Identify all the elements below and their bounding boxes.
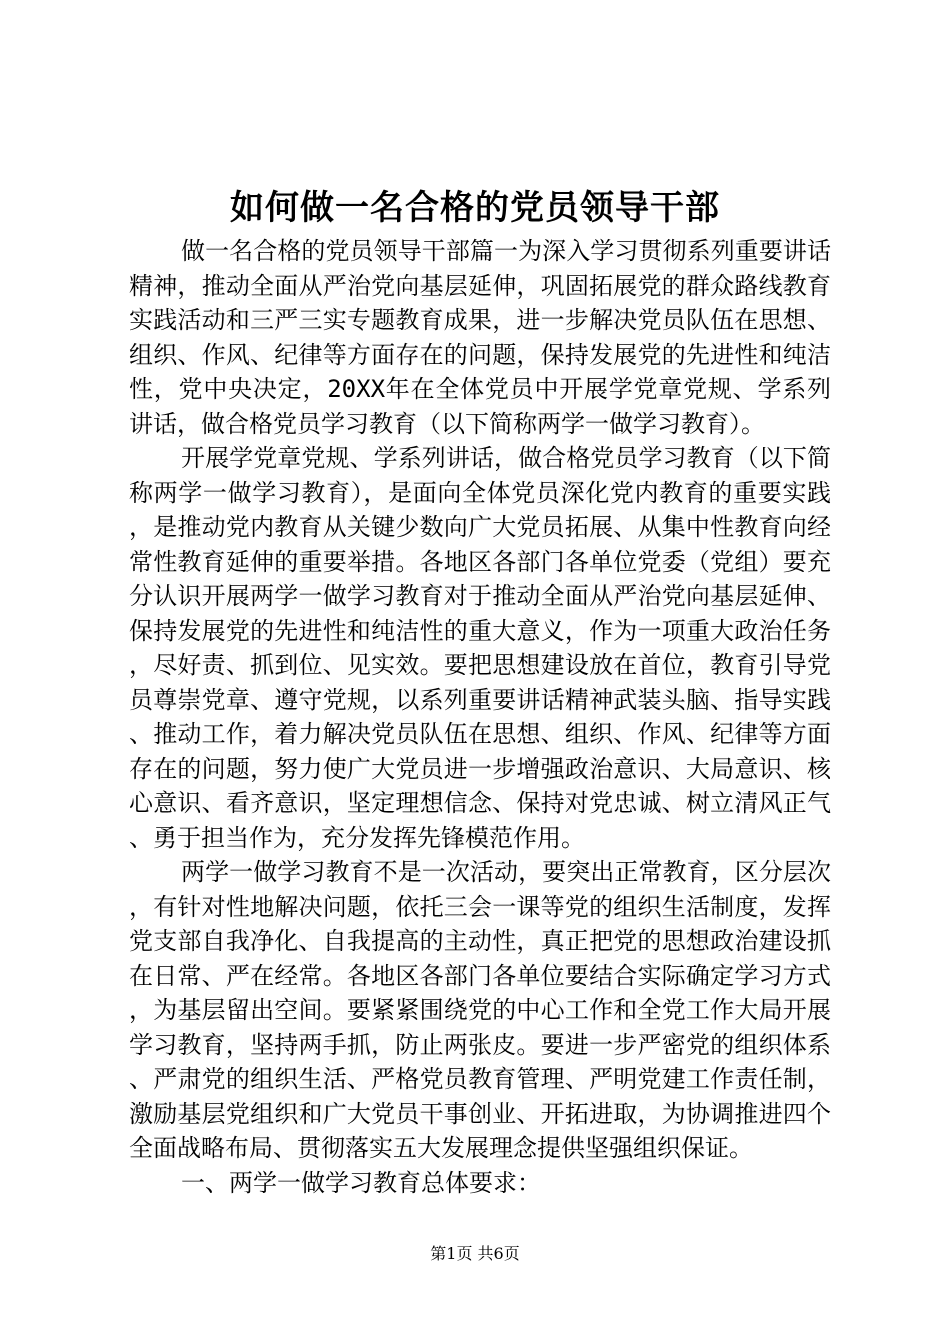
document-title: 如何做一名合格的党员领导干部 [230, 188, 720, 228]
paragraph: 开展学党章党规、学系列讲话，做合格党员学习教育（以下简称两学一做学习教育），是面向全体党员深化党内教育的重要实践，是推动党内教育从关键少数向广大党员拓展、从集中性教育向经常性教育延伸的重要举措。各地区各部门各单位党委（党组）要充分认识开展两学一做学习教育对于推动全面从严治党向基层延伸、保持发展党的先进性和纯洁性的重大意义，作为一项重大政治任务，尽好责、抓到位、见实效。要把思想建设放在首位，教育引导党员尊崇党章、遵守党规，以系列重要讲话精神武装头脑、指导实践、推动工作，着力解决党员队伍在思想、组织、作风、纪律等方面存在的问题，努力使广大党员进一步增强政治意识、大局意识、核心意识、看齐意识，坚定理想信念、保持对党忠诚、树立清风正气、勇于担当作为，充分发挥先锋模范作用。 [129, 444, 831, 852]
paragraph: 两学一做学习教育不是一次活动，要突出正常教育，区分层次，有针对性地解决问题，依托三会一课等党的组织生活制度，发挥党支部自我净化、自我提高的主动性，真正把党的思想政治建设抓在日常、严在经常。各地区各部门各单位要结合实际确定学习方式，为基层留出空间。要紧紧围绕党的中心工作和全党工作大局开展学习教育，坚持两手抓，防止两张皮。要进一步严密党的组织体系、严肃党的组织生活、严格党员教育管理、严明党建工作责任制，激励基层党组织和广大党员干事创业、开拓进取，为协调推进四个全面战略布局、贯彻落实五大发展理念提供坚强组织保证。 [129, 858, 831, 1162]
section-heading: 一、两学一做学习教育总体要求： [181, 1168, 541, 1197]
document-body [129, 234, 831, 1200]
page-number-footer: 第1页 共6页 [430, 1244, 520, 1263]
paragraph: 做一名合格的党员领导干部篇一为深入学习贯彻系列重要讲话精神，推动全面从严治党向基层延伸，巩固拓展党的群众路线教育实践活动和三严三实专题教育成果，进一步解决党员队伍在思想、组织、作风、纪律等方面存在的问题，保持发展党的先进性和纯洁性，党中央决定，20XX年在全体党员中开展学党章党规、学系列讲话，做合格党员学习教育（以下简称两学一做学习教育）。 [129, 237, 831, 438]
